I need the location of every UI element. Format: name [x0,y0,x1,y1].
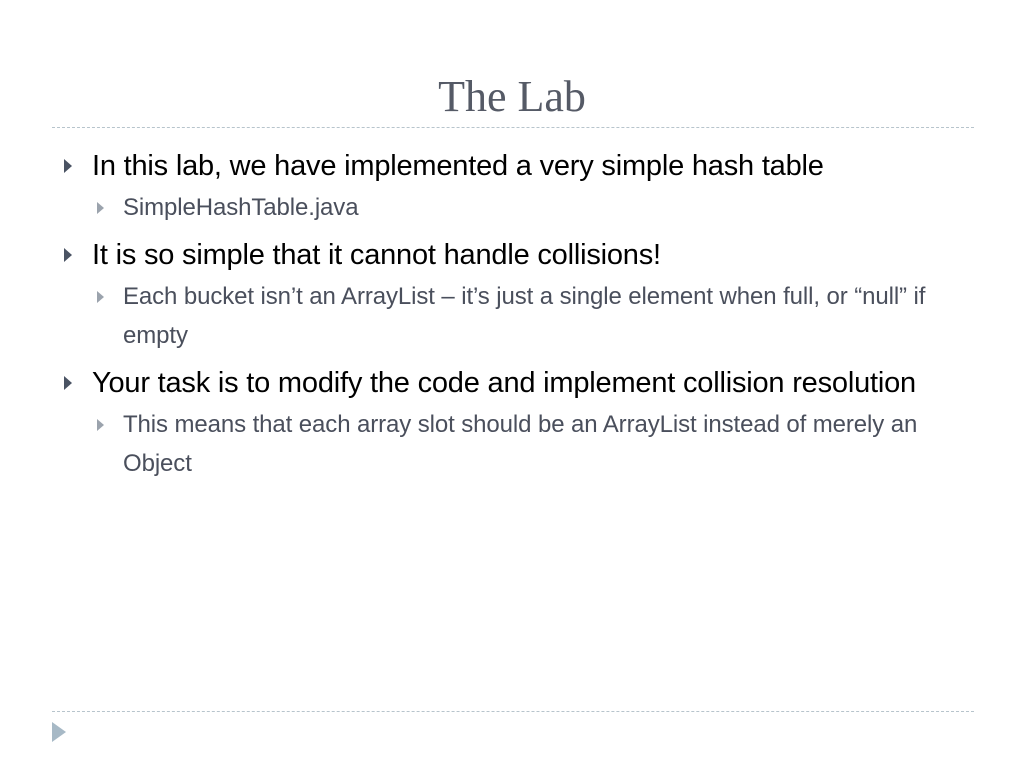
sub-bullet-triangle-icon [97,419,104,431]
bullet-text: In this lab, we have implemented a very simple hash table [92,150,824,182]
sub-bullet-item [62,188,962,227]
sub-bullet-text: SimpleHashTable.java [123,194,359,221]
bullet-item [62,361,962,405]
title-divider [52,127,974,128]
sub-bullet-text: This means that each array slot should be an ArrayList instead of merely an Object [123,411,918,477]
bullet-item [62,144,962,188]
sub-bullet-triangle-icon [97,291,104,303]
slide-title: The Lab [438,72,586,121]
sub-bullet-triangle-icon [97,202,104,214]
bullet-triangle-icon [64,376,72,390]
bullet-text: It is so simple that it cannot handle collisions! [92,239,661,271]
bullet-triangle-icon [64,248,72,262]
sub-bullet-item [62,405,962,483]
sub-bullet-item [62,277,962,355]
footer-divider [52,711,974,712]
bullet-list [62,144,962,483]
bullet-triangle-icon [64,159,72,173]
sub-bullet-text: Each bucket isn’t an ArrayList – it’s just a single element when full, or “null” if empty [123,283,926,349]
next-slide-triangle-icon[interactable] [52,722,66,742]
bullet-item [62,233,962,277]
bullet-text: Your task is to modify the code and implement collision resolution [92,367,916,399]
